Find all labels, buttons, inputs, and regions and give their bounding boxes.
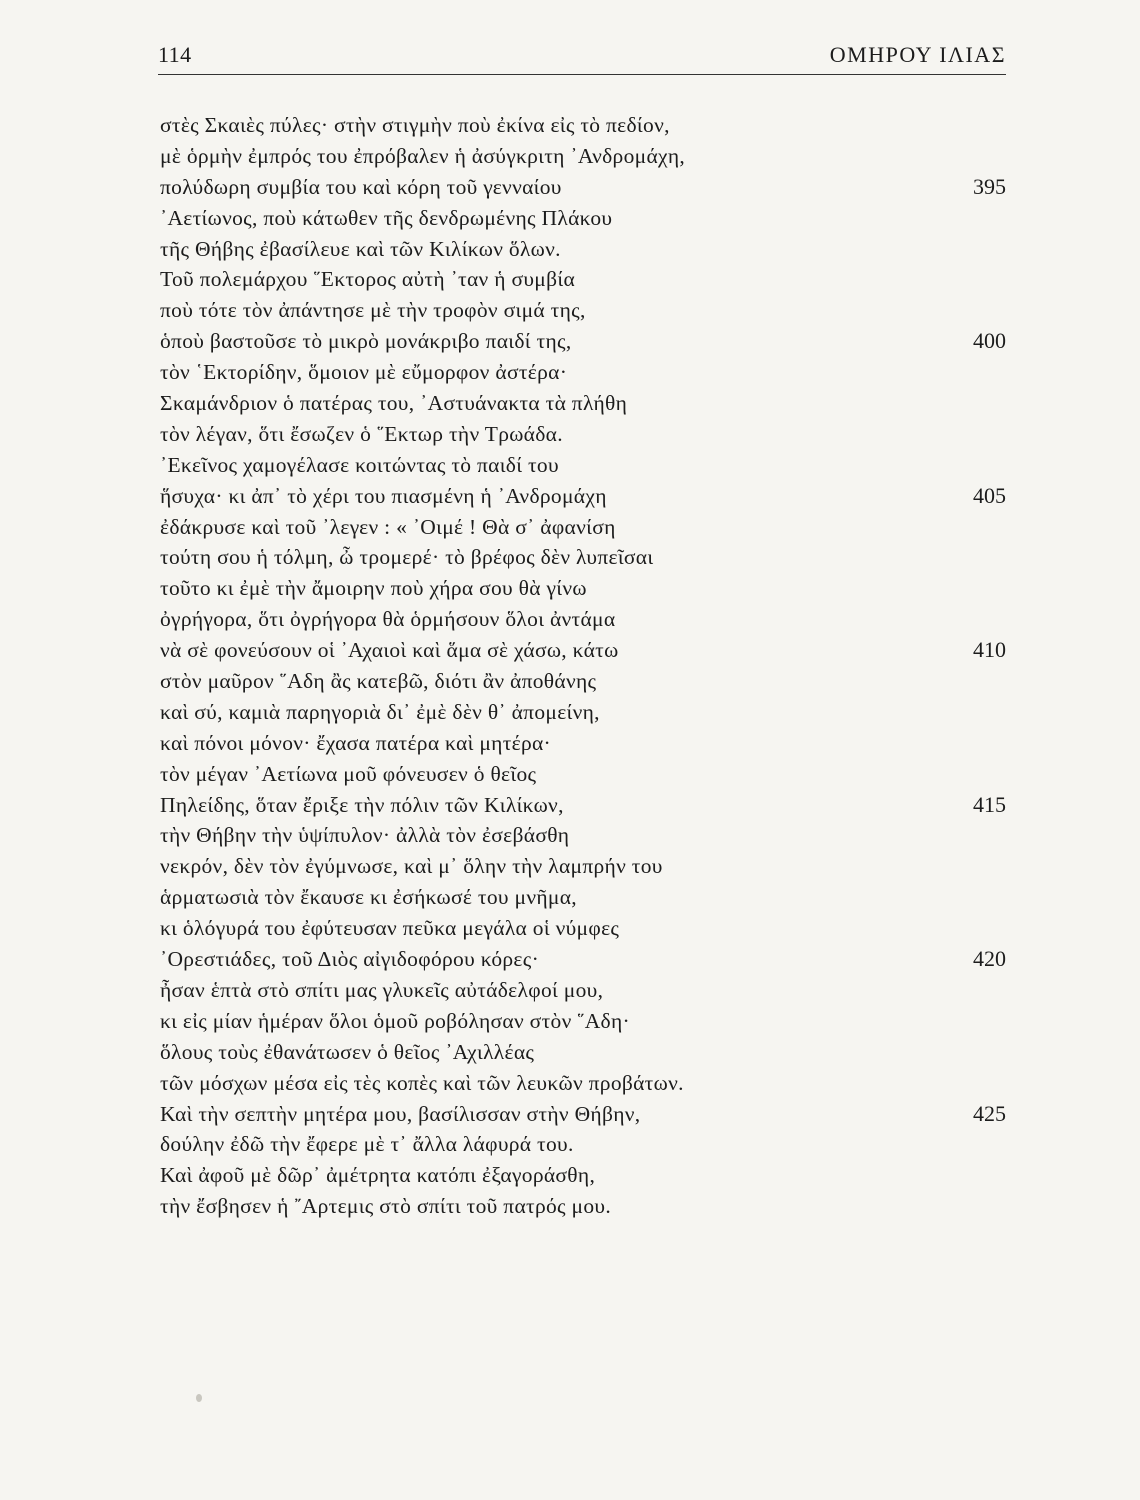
verse-text: Τοῦ πολεμάρχου ῞Εκτορος αὐτὴ ᾿ταν ἡ συμβία: [160, 267, 576, 292]
verse-text: πολύδωρη συμβία του καὶ κόρη τοῦ γενναίου: [160, 174, 562, 199]
line-number: 410: [973, 637, 1006, 663]
page-header: [158, 42, 1006, 72]
verse-text: Σκαμάνδριον ὁ πατέρας του, ᾿Αστυάνακτα τὰ πλήθη: [160, 391, 628, 416]
verse-line: [160, 264, 1006, 295]
verse-text: ὅλους τοὺς ἐθανάτωσεν ὁ θεῖος ᾿Αχιλλέας: [160, 1039, 535, 1064]
verse-line: [160, 573, 1006, 604]
verse-text: τὸν ῾Εκτορίδην, ὅμοιον μὲ εὔμορφον ἀστέρα·: [160, 360, 568, 385]
verse-line: [160, 1191, 1006, 1222]
verse-line: [160, 1068, 1006, 1099]
verse-line: [160, 1160, 1006, 1191]
verse-text: νὰ σὲ φονεύσουν οἱ ᾿Αχαιοὶ καὶ ἅμα σὲ χάσω, κάτω: [160, 638, 619, 663]
verse-line: [160, 172, 1006, 203]
verse-line: [160, 944, 1006, 975]
verse-line: [160, 1099, 1006, 1130]
verse-line: [160, 790, 1006, 821]
verse-text: στὸν μαῦρον ῞Αδη ἂς κατεβῶ, διότι ἂν ἀποθάνης: [160, 669, 597, 694]
page-number: 114: [158, 42, 192, 67]
verse-line: [160, 234, 1006, 265]
line-number: 415: [973, 791, 1006, 817]
verse-text: τὴν ἔσβησεν ἡ ῎Αρτεμις στὸ σπίτι τοῦ πατρός μου.: [160, 1194, 612, 1219]
verse-text: ᾿Εκεῖνος χαμογέλασε κοιτώντας τὸ παιδί του: [160, 452, 559, 477]
verse-line: [160, 882, 1006, 913]
verse-text: Καὶ ἀφοῦ μὲ δῶρ᾿ ἀμέτρητα κατόπι ἐξαγοράσθη,: [160, 1163, 596, 1188]
verse-text: ὁποὺ βαστοῦσε τὸ μικρὸ μονάκριβο παιδί της,: [160, 329, 572, 354]
verse-line: [160, 635, 1006, 666]
verse-line: [160, 728, 1006, 759]
header-rule: [158, 74, 1006, 75]
verse-line: [160, 1006, 1006, 1037]
verse-text: ἁρματωσιὰ τὸν ἔκαυσε κι ἐσήκωσέ του μνῆμα,: [160, 885, 577, 910]
verse-line: [160, 820, 1006, 851]
verse-line: [160, 851, 1006, 882]
line-number: 425: [973, 1100, 1006, 1126]
verse-line: [160, 1037, 1006, 1068]
verse-line: [160, 295, 1006, 326]
verse-text: μὲ ὁρμὴν ἐμπρός του ἐπρόβαλεν ἡ ἀσύγκριτη ᾿Ανδρομάχη,: [160, 143, 686, 168]
verse-text: τὸν λέγαν, ὅτι ἔσωζεν ὁ ῞Εκτωρ τὴν Τρωάδα.: [160, 421, 563, 446]
verse-text: τοῦτο κι ἐμὲ τὴν ἄμοιρην ποὺ χήρα σου θὰ γίνω: [160, 576, 587, 601]
verse-line: [160, 419, 1006, 450]
verse-line: [160, 666, 1006, 697]
verse-line: [160, 141, 1006, 172]
verse-line: [160, 450, 1006, 481]
verse-text: ᾿Αετίωνος, ποὺ κάτωθεν τῆς δενδρωμένης Πλάκου: [160, 205, 613, 230]
verse-text: τῶν μόσχων μέσα εἰς τὲς κοπὲς καὶ τῶν λευκῶν προβάτων.: [160, 1070, 684, 1095]
verse-text: ἥσυχα· κι ἀπ᾿ τὸ χέρι του πιασμένη ἡ ᾿Ανδρομάχη: [160, 483, 607, 508]
line-number: 405: [973, 482, 1006, 508]
page-smudge: [196, 1394, 202, 1402]
verse-line: [160, 512, 1006, 543]
poem-text: [160, 110, 1006, 1222]
verse-line: [160, 326, 1006, 357]
verse-text: ὀγρήγορα, ὅτι ὀγρήγορα θὰ ὁρμήσουν ὅλοι ἀντάμα: [160, 607, 616, 632]
verse-text: τῆς Θήβης ἐβασίλευε καὶ τῶν Κιλίκων ὅλων.: [160, 236, 561, 261]
verse-line: [160, 110, 1006, 141]
verse-line: [160, 913, 1006, 944]
verse-line: [160, 388, 1006, 419]
verse-text: τὸν μέγαν ᾿Αετίωνα μοῦ φόνευσεν ὁ θεῖος: [160, 761, 537, 786]
verse-text: Πηλείδης, ὅταν ἔριξε τὴν πόλιν τῶν Κιλίκων,: [160, 792, 564, 817]
verse-text: στὲς Σκαιὲς πύλες· στὴν στιγμὴν ποὺ ἐκίνα εἰς τὸ πεδίον,: [160, 113, 670, 137]
verse-line: [160, 1129, 1006, 1160]
verse-text: νεκρόν, δὲν τὸν ἐγύμνωσε, καὶ μ᾿ ὅλην τὴν λαμπρήν του: [160, 854, 663, 879]
verse-text: Καὶ τὴν σεπτὴν μητέρα μου, βασίλισσαν στὴν Θήβην,: [160, 1101, 641, 1126]
verse-line: [160, 697, 1006, 728]
verse-text: καὶ σύ, καμιὰ παρηγοριὰ δι᾿ ἐμὲ δὲν θ᾿ ἀπομείνη,: [160, 699, 600, 724]
verse-text: κι εἰς μίαν ἡμέραν ὅλοι ὁμοῦ ροβόλησαν στὸν ῞Αδη·: [160, 1008, 630, 1033]
verse-line: [160, 975, 1006, 1006]
verse-line: [160, 604, 1006, 635]
verse-line: [160, 542, 1006, 573]
verse-line: [160, 759, 1006, 790]
verse-line: [160, 203, 1006, 234]
verse-text: ἦσαν ἑπτὰ στὸ σπίτι μας γλυκεῖς αὐτάδελφοί μου,: [160, 977, 604, 1002]
line-number: 400: [973, 328, 1006, 354]
line-number: 395: [973, 173, 1006, 199]
verse-text: τούτη σου ἡ τόλμη, ὦ τρομερέ· τὸ βρέφος δὲν λυπεῖσαι: [160, 545, 654, 570]
verse-text: κι ὁλόγυρά του ἐφύτευσαν πεῦκα μεγάλα οἱ νύμφες: [160, 916, 620, 941]
verse-text: ποὺ τότε τὸν ἀπάντησε μὲ τὴν τροφὸν σιμά της,: [160, 298, 586, 323]
verse-text: δούλην ἐδῶ τὴν ἔφερε μὲ τ᾿ ἄλλα λάφυρά του.: [160, 1132, 574, 1157]
verse-line: [160, 481, 1006, 512]
verse-text: καὶ πόνοι μόνον· ἔχασα πατέρα καὶ μητέρα·: [160, 730, 552, 755]
line-number: 420: [973, 946, 1006, 972]
verse-line: [160, 357, 1006, 388]
verse-text: τὴν Θήβην τὴν ὑψίπυλον· ἀλλὰ τὸν ἐσεβάσθη: [160, 823, 570, 848]
running-head: ΟΜΗΡΟΥ ΙΛΙΑΣ: [829, 42, 1006, 67]
verse-text: ᾿Ορεστιάδες, τοῦ Διὸς αἰγιδοφόρου κόρες·: [160, 947, 540, 972]
verse-text: ἐδάκρυσε καὶ τοῦ ᾿λεγεν : « ᾿Οιμέ ! Θὰ σ᾿ ἀφανίση: [160, 514, 616, 539]
